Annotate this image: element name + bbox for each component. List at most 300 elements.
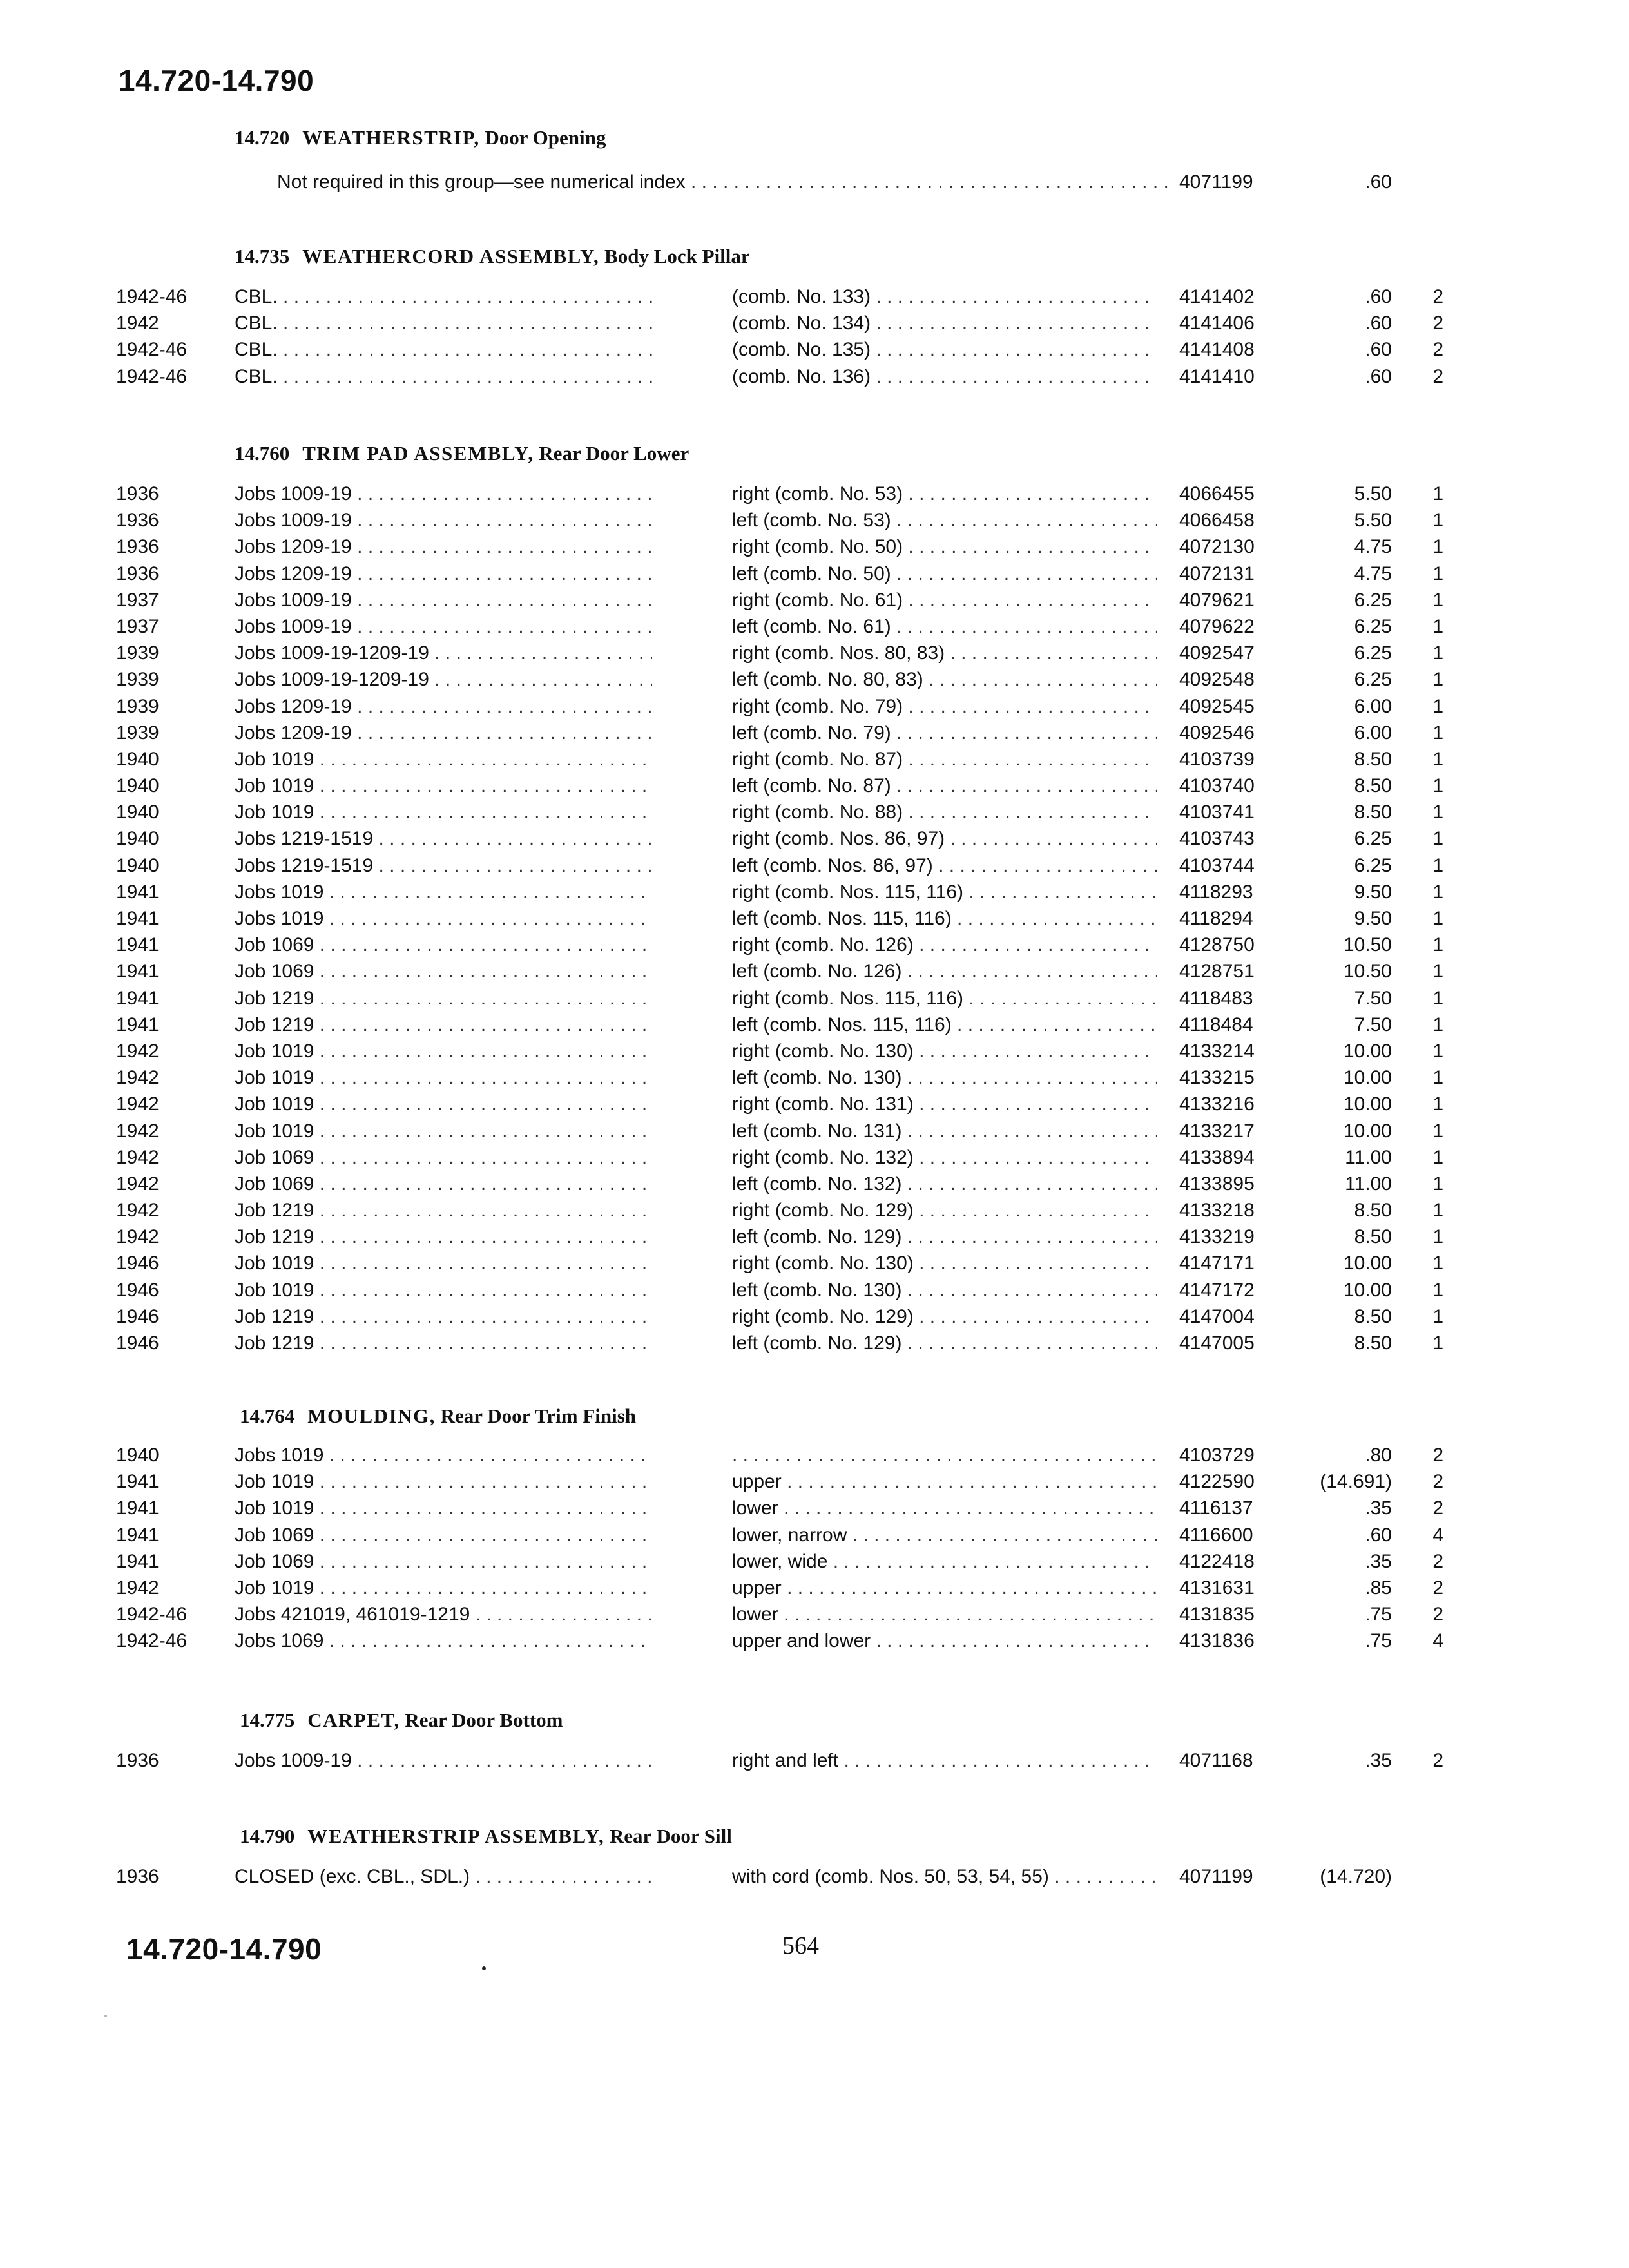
description-cell: Job 1069 . . . — [235, 1144, 652, 1171]
price-cell: 6.25 — [1354, 615, 1392, 637]
section-name: TRIM PAD ASSEMBLY, — [302, 442, 534, 465]
detail-cell: right (comb. Nos. 115, 116) . . . — [732, 985, 1157, 1012]
quantity-cell: 1 — [1432, 934, 1443, 956]
year-cell: 1941 — [116, 881, 159, 903]
quantity-cell: 2 — [1432, 1750, 1443, 1771]
part-number-cell: 4141402 — [1179, 286, 1255, 307]
description-cell: Job 1019 . . . — [235, 1038, 652, 1064]
part-number-cell: 4103743 — [1179, 828, 1255, 850]
part-number-cell: 4128750 — [1179, 934, 1255, 956]
page-footer-range: 14.720-14.790 — [126, 1932, 322, 1966]
part-number-cell: 4066455 — [1179, 483, 1255, 505]
detail-cell: lower, narrow . . . — [732, 1522, 1157, 1548]
year-cell: 1940 — [116, 854, 159, 876]
section-number: 14.790 — [240, 1825, 295, 1847]
year-cell: 1939 — [116, 722, 159, 744]
description-cell: Jobs 1209-19 . . . — [235, 720, 652, 746]
description-cell: Job 1019 . . . — [235, 773, 652, 799]
description-cell: Job 1219 . . . — [235, 1012, 652, 1038]
detail-cell: left (comb. No. 79) . . . — [732, 720, 1157, 746]
detail-cell: right (comb. No. 130) . . . — [732, 1038, 1157, 1064]
description-cell: Jobs 1219-1519 . . . — [235, 825, 652, 852]
detail-cell: right (comb. No. 50) . . . — [732, 533, 1157, 560]
price-cell: (14.691) — [1320, 1471, 1392, 1493]
part-number-cell: 4131631 — [1179, 1577, 1255, 1599]
part-number-cell: 4072131 — [1179, 562, 1255, 584]
description-cell: Jobs 1209-19 . . . — [235, 693, 652, 720]
part-number-cell: 4133217 — [1179, 1120, 1255, 1142]
detail-cell: left (comb. No. 129) . . . — [732, 1330, 1157, 1356]
year-cell: 1937 — [116, 615, 159, 637]
price-cell: 10.50 — [1343, 934, 1392, 956]
year-cell: 1946 — [116, 1332, 159, 1354]
part-number-cell: 4071199 — [1179, 1866, 1253, 1887]
description-cell: Job 1069 . . . — [235, 1548, 652, 1575]
part-number-cell: 4116600 — [1179, 1524, 1253, 1546]
quantity-cell: 1 — [1432, 828, 1443, 850]
year-cell: 1940 — [116, 1445, 159, 1466]
price-cell: .60 — [1365, 312, 1392, 334]
section-number: 14.764 — [240, 1405, 295, 1427]
detail-cell: right (comb. No. 61) . . . — [732, 587, 1157, 613]
quantity-cell: 1 — [1432, 483, 1443, 505]
quantity-cell: 1 — [1432, 1067, 1443, 1089]
year-cell: 1940 — [116, 802, 159, 823]
part-number-cell: 4147005 — [1179, 1332, 1255, 1354]
part-number-cell: 4079621 — [1179, 589, 1255, 611]
quantity-cell: 1 — [1432, 987, 1443, 1009]
price-cell: .35 — [1365, 1750, 1392, 1771]
year-cell: 1941 — [116, 1497, 159, 1519]
price-cell: 5.50 — [1354, 483, 1392, 505]
price-cell: .35 — [1365, 1497, 1392, 1519]
part-number-cell: 4116137 — [1179, 1497, 1253, 1519]
price-cell: 10.00 — [1343, 1040, 1392, 1062]
year-cell: 1936 — [116, 1750, 159, 1771]
price-cell: 7.50 — [1354, 1014, 1392, 1035]
quantity-cell: 1 — [1432, 775, 1443, 797]
detail-cell: left (comb. Nos. 86, 97) . . . — [732, 852, 1157, 879]
detail-cell: lower . . . — [732, 1601, 1157, 1628]
part-number-cell: 4141406 — [1179, 312, 1255, 334]
year-cell: 1940 — [116, 775, 159, 797]
description-cell: Jobs 1009-19-1209-19 . . . — [235, 666, 652, 693]
part-number-cell: 4147004 — [1179, 1305, 1255, 1327]
year-cell: 1942-46 — [116, 286, 188, 307]
section-heading — [240, 1709, 563, 1732]
quantity-cell: 1 — [1432, 1173, 1443, 1195]
detail-cell: left (comb. No. 80, 83) . . . — [732, 666, 1157, 693]
description-cell: Job 1069 . . . — [235, 1522, 652, 1548]
description-cell: Jobs 1209-19 . . . — [235, 561, 652, 587]
section-subtitle: Rear Door Lower — [539, 442, 689, 465]
detail-cell: left (comb. No. 131) . . . — [732, 1118, 1157, 1144]
price-cell: .60 — [1365, 286, 1392, 307]
year-cell: 1946 — [116, 1253, 159, 1274]
page-number: 564 — [782, 1932, 819, 1959]
description-cell: Jobs 1009-19 . . . — [235, 507, 652, 533]
year-cell: 1936 — [116, 510, 159, 532]
price-cell: .60 — [1365, 365, 1392, 387]
section-subtitle: Door Opening — [485, 126, 606, 149]
year-cell: 1942 — [116, 1067, 159, 1089]
quantity-cell: 1 — [1432, 1279, 1443, 1301]
year-cell: 1936 — [116, 562, 159, 584]
description-cell: Job 1069 . . . — [235, 1171, 652, 1197]
detail-cell: right (comb. No. 129) . . . — [732, 1303, 1157, 1330]
quantity-cell: 1 — [1432, 1146, 1443, 1168]
price-cell: 4.75 — [1354, 562, 1392, 584]
price-cell: 9.50 — [1354, 881, 1392, 903]
quantity-cell: 1 — [1432, 961, 1443, 983]
price-cell: .75 — [1365, 1604, 1392, 1626]
margin-mark — [104, 2015, 107, 2017]
part-number-cell: 4072130 — [1179, 536, 1255, 558]
year-cell: 1942 — [116, 1200, 159, 1222]
price-cell: .60 — [1365, 339, 1392, 361]
price-cell: 9.50 — [1354, 908, 1392, 929]
description-cell: Job 1219 . . . — [235, 1197, 652, 1224]
price-cell: 10.00 — [1343, 1067, 1392, 1089]
section-name: MOULDING, — [307, 1405, 436, 1427]
price-cell: 10.00 — [1343, 1279, 1392, 1301]
quantity-cell: 1 — [1432, 669, 1443, 691]
quantity-cell: 1 — [1432, 722, 1443, 744]
part-number-cell: 4147172 — [1179, 1279, 1255, 1301]
price-cell: 8.50 — [1354, 748, 1392, 770]
part-number-cell: 4103729 — [1179, 1445, 1255, 1466]
description-cell: Job 1069 . . . — [235, 932, 652, 958]
part-number-cell: 4103739 — [1179, 748, 1255, 770]
detail-cell: right (comb. Nos. 80, 83) . . . — [732, 640, 1157, 666]
year-cell: 1936 — [116, 483, 159, 505]
detail-cell: right (comb. Nos. 86, 97) . . . — [732, 825, 1157, 852]
quantity-cell: 1 — [1432, 1305, 1443, 1327]
description-cell: Job 1019 . . . — [235, 1091, 652, 1117]
detail-cell: left (comb. No. 130) . . . — [732, 1064, 1157, 1091]
part-number-cell: 4131835 — [1179, 1604, 1255, 1626]
detail-cell: left (comb. No. 61) . . . — [732, 613, 1157, 640]
year-cell: 1941 — [116, 908, 159, 929]
quantity-cell: 2 — [1432, 1497, 1443, 1519]
price-cell: .60 — [1365, 1524, 1392, 1546]
quantity-cell: 2 — [1432, 365, 1443, 387]
quantity-cell: 2 — [1432, 312, 1443, 334]
price-cell: 5.50 — [1354, 510, 1392, 532]
section-note: Not required in this group—see numerical index . . . — [277, 169, 1173, 195]
description-cell: Job 1069 . . . — [235, 958, 652, 985]
section-number: 14.775 — [240, 1709, 295, 1731]
section-subtitle: Rear Door Trim Finish — [440, 1405, 637, 1427]
quantity-cell: 2 — [1432, 339, 1443, 361]
detail-cell: right (comb. No. 131) . . . — [732, 1091, 1157, 1117]
quantity-cell: 2 — [1432, 1445, 1443, 1466]
part-number-cell: 4118293 — [1179, 881, 1253, 903]
year-cell: 1939 — [116, 669, 159, 691]
quantity-cell: 1 — [1432, 615, 1443, 637]
description-cell: Job 1019 . . . — [235, 1250, 652, 1276]
year-cell: 1942 — [116, 312, 159, 334]
part-number-cell: 4092547 — [1179, 642, 1255, 664]
quantity-cell: 1 — [1432, 908, 1443, 929]
detail-cell: right (comb. No. 79) . . . — [732, 693, 1157, 720]
year-cell: 1942 — [116, 1173, 159, 1195]
description-cell: Jobs 1219-1519 . . . — [235, 852, 652, 879]
section-subtitle: Rear Door Sill — [609, 1825, 732, 1847]
quantity-cell: 1 — [1432, 1093, 1443, 1115]
quantity-cell: 1 — [1432, 562, 1443, 584]
year-cell: 1942 — [116, 1146, 159, 1168]
detail-cell: left (comb. No. 53) . . . — [732, 507, 1157, 533]
section-heading — [235, 245, 750, 268]
price-cell: 6.25 — [1354, 642, 1392, 664]
part-number-cell: 4118484 — [1179, 1014, 1253, 1035]
description-cell: CBL. . . . — [235, 363, 652, 390]
price-cell: 6.25 — [1354, 854, 1392, 876]
description-cell: Job 1019 . . . — [235, 746, 652, 773]
detail-cell: upper and lower . . . — [732, 1628, 1157, 1654]
detail-cell: right (comb. No. 132) . . . — [732, 1144, 1157, 1171]
year-cell: 1941 — [116, 1550, 159, 1572]
description-cell: Jobs 1009-19 . . . — [235, 481, 652, 507]
detail-cell: left (comb. No. 130) . . . — [732, 1277, 1157, 1303]
price-cell: 10.00 — [1343, 1120, 1392, 1142]
quantity-cell: 1 — [1432, 1040, 1443, 1062]
description-cell: CBL. . . . — [235, 336, 652, 363]
year-cell: 1942 — [116, 1120, 159, 1142]
description-cell: Job 1219 . . . — [235, 1330, 652, 1356]
price-cell: 6.25 — [1354, 828, 1392, 850]
part-number: 4071199 — [1179, 171, 1253, 193]
description-cell: Jobs 1009-19 . . . — [235, 613, 652, 640]
year-cell: 1942-46 — [116, 339, 188, 361]
part-number-cell: 4092548 — [1179, 669, 1255, 691]
price-cell: .85 — [1365, 1577, 1392, 1599]
description-cell: Job 1019 . . . — [235, 1277, 652, 1303]
description-cell: Job 1219 . . . — [235, 1303, 652, 1330]
price-cell: 6.00 — [1354, 722, 1392, 744]
year-cell: 1936 — [116, 536, 159, 558]
quantity-cell: 2 — [1432, 286, 1443, 307]
detail-cell: right (comb. Nos. 115, 116) . . . — [732, 879, 1157, 905]
detail-cell: right (comb. No. 87) . . . — [732, 746, 1157, 773]
year-cell: 1942-46 — [116, 1630, 188, 1652]
description-cell: Jobs 1019 . . . — [235, 905, 652, 932]
part-number-cell: 4103741 — [1179, 802, 1255, 823]
section-number: 14.720 — [235, 126, 290, 149]
price-cell: 6.25 — [1354, 669, 1392, 691]
description-cell: Job 1019 . . . — [235, 799, 652, 825]
year-cell: 1941 — [116, 1014, 159, 1035]
year-cell: 1939 — [116, 642, 159, 664]
detail-cell: (comb. No. 136) . . . — [732, 363, 1157, 390]
part-number-cell: 4133214 — [1179, 1040, 1255, 1062]
part-number-cell: 4118483 — [1179, 987, 1253, 1009]
year-cell: 1942-46 — [116, 1604, 188, 1626]
year-cell: 1936 — [116, 1866, 159, 1887]
description-cell: Jobs 1009-19-1209-19 . . . — [235, 640, 652, 666]
detail-cell: right and left . . . — [732, 1747, 1157, 1774]
detail-cell: (comb. No. 133) . . . — [732, 284, 1157, 310]
section-subtitle: Body Lock Pillar — [604, 245, 750, 267]
description-cell: Jobs 1019 . . . — [235, 879, 652, 905]
part-number-cell: 4131836 — [1179, 1630, 1255, 1652]
section-number: 14.760 — [235, 442, 290, 465]
description-cell: Job 1019 . . . — [235, 1118, 652, 1144]
part-number-cell: 4141410 — [1179, 365, 1255, 387]
quantity-cell: 1 — [1432, 642, 1443, 664]
detail-cell — [732, 1442, 1157, 1468]
quantity-cell: 2 — [1432, 1550, 1443, 1572]
price-cell: .80 — [1365, 1445, 1392, 1466]
quantity-cell: 1 — [1432, 589, 1443, 611]
part-number-cell: 4103744 — [1179, 854, 1255, 876]
part-number-cell: 4133215 — [1179, 1067, 1255, 1089]
part-number-cell: 4141408 — [1179, 339, 1255, 361]
detail-cell: left (comb. No. 129) . . . — [732, 1224, 1157, 1250]
detail-cell: left (comb. No. 87) . . . — [732, 773, 1157, 799]
description-cell: CBL. . . . — [235, 284, 652, 310]
description-cell: Job 1219 . . . — [235, 1224, 652, 1250]
year-cell: 1942 — [116, 1577, 159, 1599]
year-cell: 1940 — [116, 748, 159, 770]
year-cell: 1942-46 — [116, 365, 188, 387]
description-cell: CBL. . . . — [235, 310, 652, 336]
quantity-cell: 2 — [1432, 1471, 1443, 1493]
detail-cell: right (comb. No. 130) . . . — [732, 1250, 1157, 1276]
description-cell: Jobs 1019 . . . — [235, 1442, 652, 1468]
price-cell: 8.50 — [1354, 1200, 1392, 1222]
detail-cell: left (comb. No. 132) . . . — [732, 1171, 1157, 1197]
detail-cell: left (comb. No. 50) . . . — [732, 561, 1157, 587]
quantity-cell: 1 — [1432, 802, 1443, 823]
detail-cell: lower, wide . . . — [732, 1548, 1157, 1575]
year-cell: 1946 — [116, 1305, 159, 1327]
part-number-cell: 4128751 — [1179, 961, 1255, 983]
part-number-cell: 4092545 — [1179, 695, 1255, 717]
price-cell: 10.50 — [1343, 961, 1392, 983]
price-cell: 8.50 — [1354, 1226, 1392, 1248]
year-cell: 1942 — [116, 1093, 159, 1115]
description-cell: CLOSED (exc. CBL., SDL.) . . . — [235, 1863, 652, 1890]
part-number-cell: 4079622 — [1179, 615, 1255, 637]
part-number-cell: 4103740 — [1179, 775, 1255, 797]
price-cell: .35 — [1365, 1550, 1392, 1572]
detail-cell: lower . . . — [732, 1495, 1157, 1521]
price-cell: 6.25 — [1354, 589, 1392, 611]
year-cell: 1937 — [116, 589, 159, 611]
price-cell: 8.50 — [1354, 1305, 1392, 1327]
quantity-cell: 2 — [1432, 1577, 1443, 1599]
description-cell: Jobs 421019, 461019-1219 . . . — [235, 1601, 652, 1628]
part-number-cell: 4133219 — [1179, 1226, 1255, 1248]
part-number-cell: 4122590 — [1179, 1471, 1255, 1493]
quantity-cell: 1 — [1432, 881, 1443, 903]
quantity-cell: 1 — [1432, 1120, 1443, 1142]
detail-cell: right (comb. No. 126) . . . — [732, 932, 1157, 958]
description-cell: Job 1019 . . . — [235, 1495, 652, 1521]
detail-cell: left (comb. Nos. 115, 116) . . . — [732, 1012, 1157, 1038]
year-cell: 1940 — [116, 828, 159, 850]
price-cell: 10.00 — [1343, 1253, 1392, 1274]
section-name: WEATHERSTRIP ASSEMBLY, — [307, 1825, 605, 1847]
quantity-cell: 4 — [1432, 1630, 1443, 1652]
quantity-cell: 4 — [1432, 1524, 1443, 1546]
section-number: 14.735 — [235, 245, 290, 267]
price-cell: 8.50 — [1354, 1332, 1392, 1354]
section-name: WEATHERCORD ASSEMBLY, — [302, 245, 600, 267]
description-cell: Job 1019 . . . — [235, 1575, 652, 1601]
part-number-cell: 4133216 — [1179, 1093, 1255, 1115]
quantity-cell: 1 — [1432, 748, 1443, 770]
detail-cell: upper . . . — [732, 1468, 1157, 1495]
detail-cell: with cord (comb. Nos. 50, 53, 54, 55) . . . — [732, 1863, 1157, 1890]
quantity-cell: 1 — [1432, 1253, 1443, 1274]
description-cell: Jobs 1009-19 . . . — [235, 587, 652, 613]
price-cell: 11.00 — [1345, 1173, 1392, 1195]
quantity-cell: 1 — [1432, 1014, 1443, 1035]
part-number-cell: 4147171 — [1179, 1253, 1255, 1274]
quantity-cell: 1 — [1432, 695, 1443, 717]
quantity-cell: 1 — [1432, 1226, 1443, 1248]
detail-cell: right (comb. No. 53) . . . — [732, 481, 1157, 507]
quantity-cell: 1 — [1432, 1200, 1443, 1222]
description-cell: Job 1019 . . . — [235, 1468, 652, 1495]
quantity-cell: 1 — [1432, 1332, 1443, 1354]
description-cell: Jobs 1069 . . . — [235, 1628, 652, 1654]
quantity-cell: 1 — [1432, 854, 1443, 876]
part-number-cell: 4133895 — [1179, 1173, 1255, 1195]
price-cell: 8.50 — [1354, 775, 1392, 797]
price-cell: 6.00 — [1354, 695, 1392, 717]
detail-cell: (comb. No. 135) . . . — [732, 336, 1157, 363]
section-heading — [240, 1825, 732, 1848]
page-header-range: 14.720-14.790 — [119, 64, 314, 97]
section-heading — [240, 1405, 636, 1428]
price: .60 — [1365, 171, 1392, 193]
detail-cell: left (comb. Nos. 115, 116) . . . — [732, 905, 1157, 932]
year-cell: 1941 — [116, 961, 159, 983]
year-cell: 1939 — [116, 695, 159, 717]
description-cell: Job 1019 . . . — [235, 1064, 652, 1091]
year-cell: 1941 — [116, 987, 159, 1009]
section-subtitle: Rear Door Bottom — [405, 1709, 563, 1731]
detail-cell: (comb. No. 134) . . . — [732, 310, 1157, 336]
year-cell: 1941 — [116, 1524, 159, 1546]
year-cell: 1942 — [116, 1040, 159, 1062]
price-cell: 8.50 — [1354, 802, 1392, 823]
detail-cell: upper . . . — [732, 1575, 1157, 1601]
year-cell: 1941 — [116, 934, 159, 956]
part-number-cell: 4118294 — [1179, 908, 1253, 929]
price-cell: .75 — [1365, 1630, 1392, 1652]
price-cell: 7.50 — [1354, 987, 1392, 1009]
year-cell: 1941 — [116, 1471, 159, 1493]
section-name: CARPET, — [307, 1709, 400, 1731]
part-number-cell: 4122418 — [1179, 1550, 1255, 1572]
price-cell: 4.75 — [1354, 536, 1392, 558]
price-cell: 11.00 — [1345, 1146, 1392, 1168]
stray-dot — [482, 1966, 486, 1970]
part-number-cell: 4066458 — [1179, 510, 1255, 532]
detail-cell: left (comb. No. 126) . . . — [732, 958, 1157, 985]
description-cell: Jobs 1009-19 . . . — [235, 1747, 652, 1774]
detail-cell: right (comb. No. 129) . . . — [732, 1197, 1157, 1224]
section-name: WEATHERSTRIP, — [302, 126, 480, 149]
price-cell: (14.720) — [1320, 1866, 1392, 1887]
detail-cell: right (comb. No. 88) . . . — [732, 799, 1157, 825]
part-number-cell: 4133218 — [1179, 1200, 1255, 1222]
